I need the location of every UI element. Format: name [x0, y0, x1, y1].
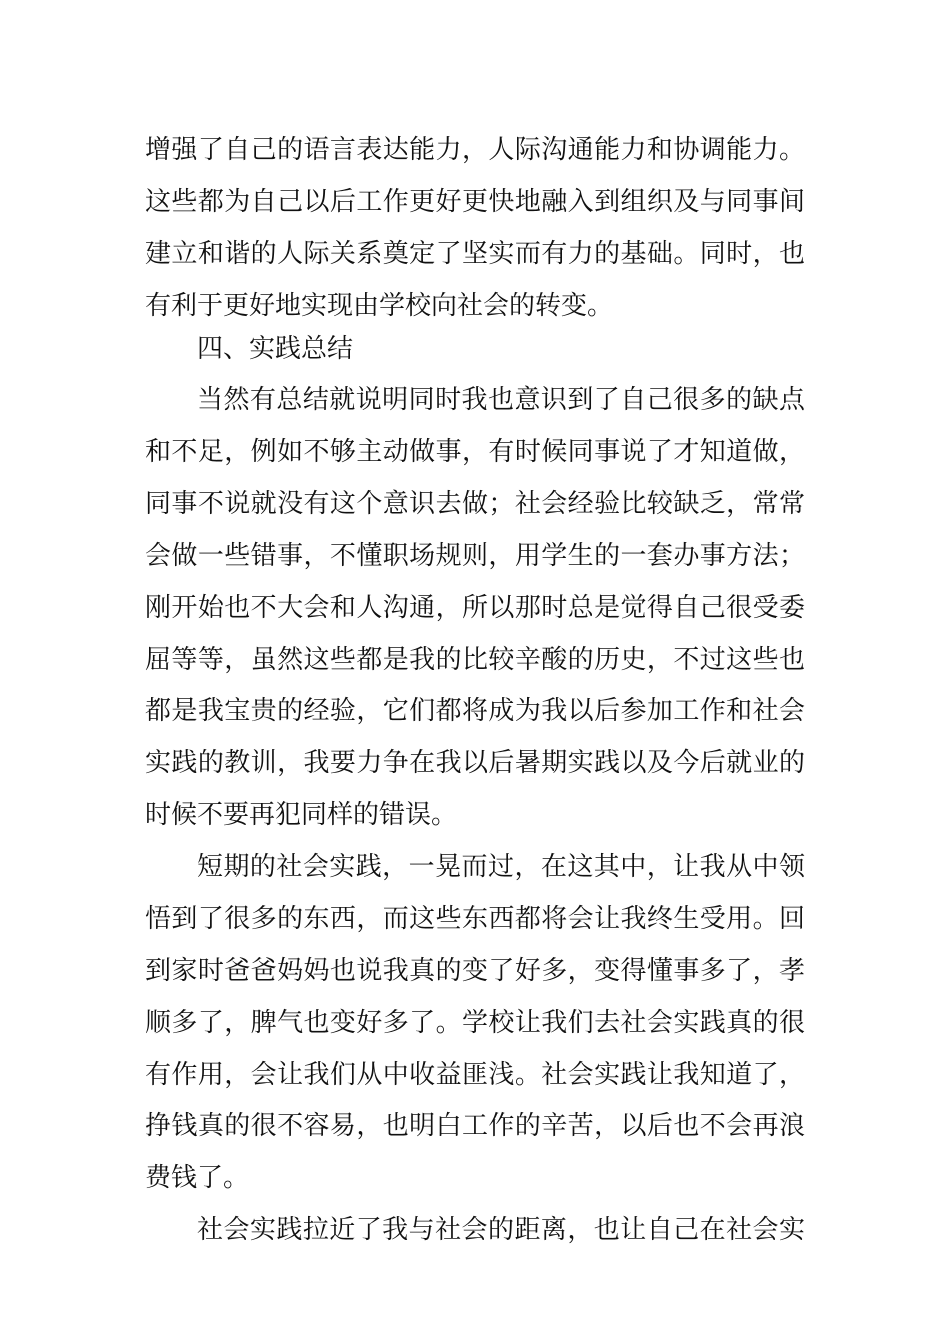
text-line: 同事不说就没有这个意识去做；社会经验比较缺乏，常常 — [145, 489, 805, 519]
text-line: 费钱了。 — [145, 1163, 250, 1193]
text-line: 屈等等，虽然这些都是我的比较辛酸的历史，不过这些也 — [145, 645, 805, 675]
text-line: 实践的教训，我要力争在我以后暑期实践以及今后就业的 — [145, 748, 805, 778]
text-line: 都是我宝贵的经验，它们都将成为我以后参加工作和社会 — [145, 696, 805, 726]
text-line: 增强了自己的语言表达能力，人际沟通能力和协调能力。 — [145, 135, 805, 165]
text-line: 会做一些错事，不懂职场规则，用学生的一套办事方法； — [145, 541, 805, 571]
text-line: 和不足，例如不够主动做事，有时候同事说了才知道做， — [145, 437, 805, 467]
text-line: 这些都为自己以后工作更好更快地融入到组织及与同事间 — [145, 187, 805, 217]
text-line: 悟到了很多的东西，而这些东西都将会让我终生受用。回 — [145, 904, 805, 934]
text-line: 刚开始也不大会和人沟通，所以那时总是觉得自己很受委 — [145, 593, 805, 623]
text-line: 当然有总结就说明同时我也意识到了自己很多的缺点 — [197, 385, 805, 415]
text-line: 挣钱真的很不容易，也明白工作的辛苦，以后也不会再浪 — [145, 1111, 805, 1141]
text-line: 短期的社会实践，一晃而过，在这其中，让我从中领 — [197, 852, 805, 882]
text-line: 顺多了，脾气也变好多了。学校让我们去社会实践真的很 — [145, 1008, 805, 1038]
text-line: 社会实践拉近了我与社会的距离，也让自己在社会实 — [197, 1215, 805, 1245]
text-line: 有利于更好地实现由学校向社会的转变。 — [145, 291, 614, 321]
section-heading: 四、实践总结 — [197, 334, 354, 364]
text-line: 时候不要再犯同样的错误。 — [145, 800, 458, 830]
text-line: 有作用，会让我们从中收益匪浅。社会实践让我知道了， — [145, 1060, 805, 1090]
text-line: 到家时爸爸妈妈也说我真的变了好多，变得懂事多了，孝 — [145, 956, 805, 986]
text-line: 建立和谐的人际关系奠定了坚实而有力的基础。同时，也 — [145, 239, 805, 269]
